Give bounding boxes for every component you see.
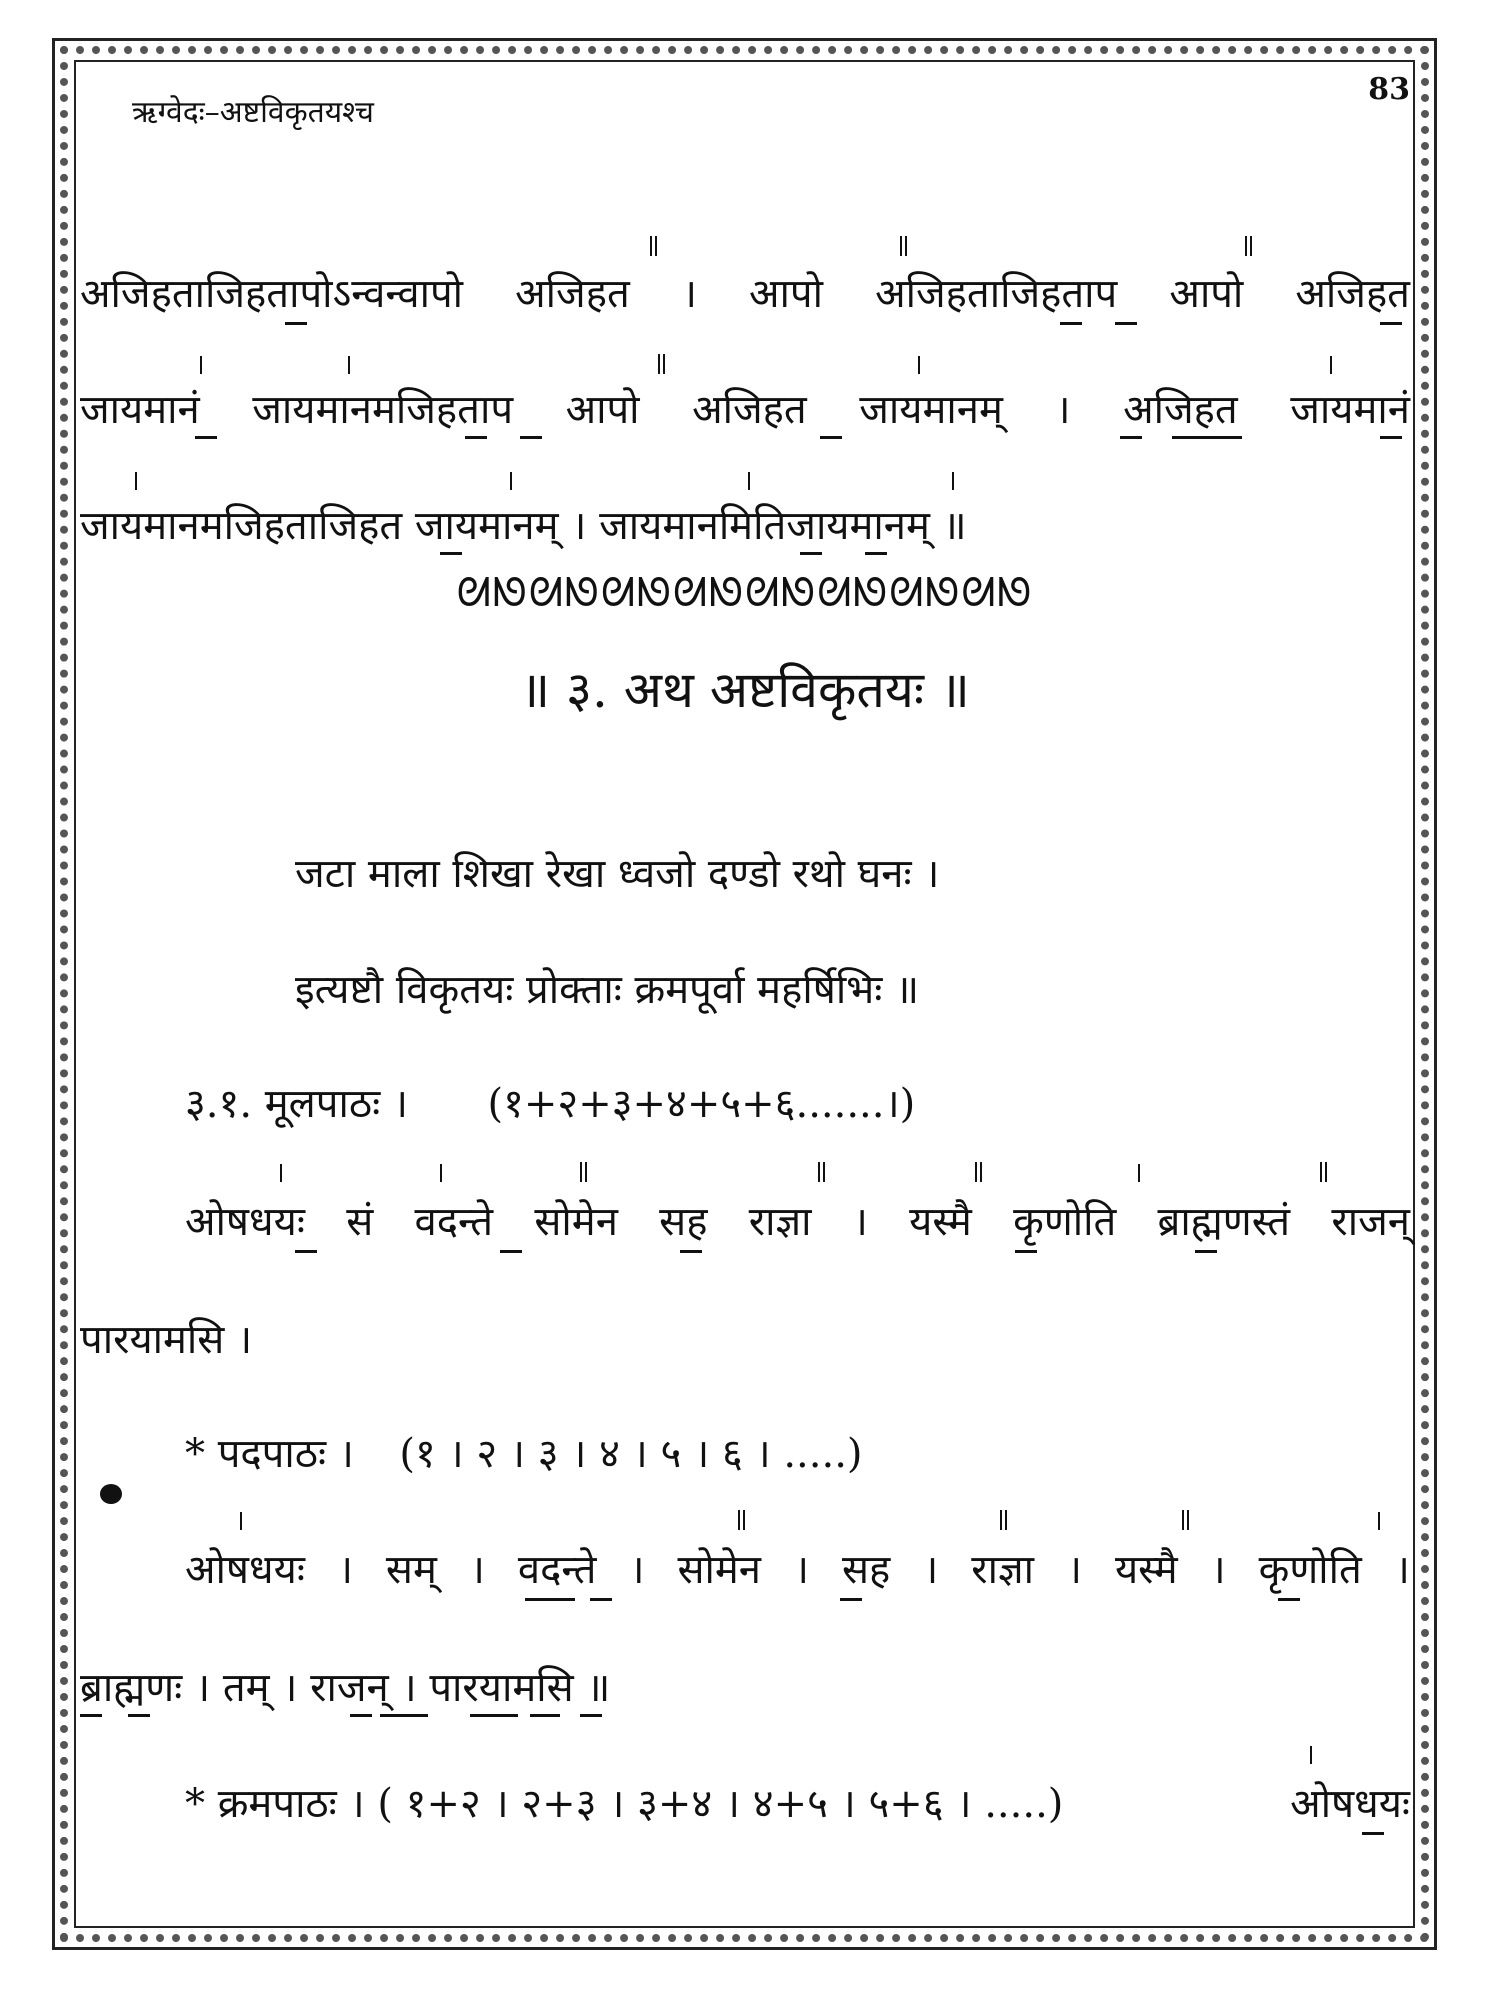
udatta-mark [440, 1164, 442, 1182]
anudatta-mark [1015, 1250, 1037, 1253]
anudatta-mark [1362, 1832, 1384, 1835]
svarita-mark [1320, 1162, 1327, 1182]
anudatta-mark [128, 1714, 150, 1717]
word: जायमानं [80, 387, 200, 433]
anudatta-mark [285, 322, 307, 325]
mulapatha-heading [185, 1081, 916, 1127]
verse-line-2: इत्यष्टौ विकृतयः प्रोक्ताः क्रमपूर्वा महर्षिभिः ॥ [295, 967, 920, 1013]
anudatta-mark [1195, 1250, 1217, 1253]
svarita-mark [1000, 1510, 1007, 1530]
kramapatha-pattern: ( १+२ । २+३ । ३+४ । ४+५ । ५+६ । .....) [377, 1781, 1064, 1827]
word: वदन्ते [414, 1199, 494, 1245]
word: आपो [1169, 271, 1244, 317]
anudatta-mark [520, 436, 542, 439]
mulapatha-pattern: (१+२+३+४+५+६.......।) [487, 1081, 916, 1127]
kramapatha-heading-group [185, 1781, 1064, 1827]
svarita-mark [900, 236, 907, 256]
anudatta-mark [500, 1250, 522, 1253]
padapatha-heading-text: * पदपाठः । [185, 1431, 354, 1477]
anudatta-mark [195, 436, 217, 439]
anudatta-mark [350, 1714, 372, 1717]
anudatta-mark [1278, 1598, 1300, 1601]
page-number: 83 [1368, 72, 1410, 107]
word: यस्मै [909, 1199, 972, 1245]
anudatta-mark [440, 552, 462, 555]
anudatta-mark [590, 1598, 612, 1601]
word: सह [659, 1199, 708, 1245]
danda: । [629, 1547, 645, 1593]
word: सम् [385, 1547, 437, 1593]
word: सह [841, 1547, 891, 1593]
word: कृणोति [1013, 1199, 1117, 1245]
svarita-mark [738, 1510, 745, 1530]
kramapatha-line [185, 1781, 1410, 1827]
word: आपो [565, 387, 640, 433]
anudatta-mark [295, 1250, 317, 1253]
word: राज्ञा [748, 1199, 812, 1245]
anudatta-mark [1060, 322, 1082, 325]
svarita-mark [818, 1162, 825, 1182]
anudatta-mark [820, 436, 842, 439]
anudatta-mark [1120, 436, 1142, 439]
anudatta-mark [380, 1714, 428, 1717]
anudatta-mark [80, 1714, 102, 1717]
anudatta-mark [1380, 436, 1402, 439]
anudatta-mark [1380, 322, 1402, 325]
word: आपो [749, 271, 824, 317]
anudatta-mark [465, 436, 487, 439]
danda: । [1066, 1547, 1083, 1593]
word: सोमेन [677, 1547, 761, 1593]
svarita-mark [1182, 1510, 1189, 1530]
danda: । [1210, 1547, 1226, 1593]
word: वदन्ते [517, 1547, 597, 1593]
running-title: ऋग्वेदः–अष्टविकृतयश्च [132, 95, 374, 130]
udatta-mark [200, 356, 202, 374]
padapatha-pattern: (१ । २ । ३ । ४ । ५ । ६ । .....) [399, 1431, 863, 1477]
anudatta-mark [530, 1714, 560, 1717]
word: राजन् [1331, 1199, 1410, 1245]
word: जायमानम् [859, 387, 1003, 433]
document-page [80, 64, 1410, 1924]
verse-line-1: जटा माला शिखा रेखा ध्वजो दण्डो रथो घनः । [295, 851, 940, 897]
anudatta-mark [865, 552, 887, 555]
danda: । [852, 1199, 868, 1245]
udatta-mark [135, 472, 137, 490]
word: अजिहताजिहताप [875, 271, 1118, 317]
udatta-mark [748, 472, 750, 490]
word: ओषधयः [185, 1199, 305, 1245]
paragraph-line-2 [80, 387, 1410, 433]
ink-dot [100, 1484, 122, 1504]
padapatha-line-1 [185, 1547, 1410, 1593]
svarita-mark [658, 354, 665, 374]
udatta-mark [240, 1512, 242, 1530]
word: अजिहत [515, 271, 630, 317]
svarita-mark [650, 236, 657, 256]
word: अजिहत [1123, 387, 1238, 433]
section-title: ॥ ३. अथ अष्टविकृतयः ॥ [520, 661, 970, 719]
mulapatha-heading-text: ३.१. मूलपाठः । [185, 1081, 409, 1127]
word: राज्ञा [971, 1547, 1034, 1593]
udatta-mark [1138, 1164, 1140, 1182]
word: ब्राह्मणस्तं [1157, 1199, 1291, 1245]
word: अजिहत [1295, 271, 1410, 317]
anudatta-mark [1115, 322, 1137, 325]
udatta-mark [1378, 1512, 1380, 1530]
danda: । [681, 271, 697, 317]
danda: । [793, 1547, 810, 1593]
word: यस्मै [1114, 1547, 1178, 1593]
paragraph-line-1 [80, 271, 1410, 317]
svarita-mark [580, 1162, 587, 1182]
anudatta-mark [800, 552, 822, 555]
udatta-mark [918, 356, 920, 374]
svarita-mark [975, 1162, 982, 1182]
padapatha-line-2: ब्राह्मणः । तम् । राजन् । पारयामसि ॥ [80, 1665, 611, 1711]
udatta-mark [348, 356, 350, 374]
danda: । [1055, 387, 1071, 433]
word: जायमानं [1290, 387, 1410, 433]
danda: । [337, 1547, 353, 1593]
anudatta-mark [470, 1714, 518, 1717]
anudatta-mark [680, 1250, 702, 1253]
danda: । [1394, 1547, 1410, 1593]
mulapatha-line-2: पारयामसि । [80, 1317, 253, 1363]
anudatta-mark [525, 1598, 575, 1601]
kramapatha-heading-text: * क्रमपाठः । [185, 1781, 365, 1827]
ornament-divider: ᘛᘚᘛᘚᘛᘚᘛᘚᘛᘚᘛᘚᘛᘚᘛᘚ [456, 570, 1034, 616]
svarita-mark [1245, 236, 1252, 256]
anudatta-mark [580, 1714, 602, 1717]
word: ओषधयः [185, 1547, 305, 1593]
udatta-mark [1310, 1746, 1312, 1764]
anudatta-mark [1172, 436, 1242, 439]
word: सं [346, 1199, 374, 1245]
udatta-mark [280, 1164, 282, 1182]
word: जायमानमजिहताप [252, 387, 514, 433]
udatta-mark [1330, 356, 1332, 374]
padapatha-heading [185, 1431, 863, 1477]
danda: । [923, 1547, 939, 1593]
danda: । [469, 1547, 485, 1593]
word: कृणोति [1258, 1547, 1362, 1593]
word: ओषधयः [1290, 1781, 1410, 1827]
paragraph-line-3: जायमानमजिहताजिहत जायमानम् । जायमानमितिजायमानम् ॥ [80, 503, 967, 549]
anudatta-mark [840, 1598, 862, 1601]
udatta-mark [952, 472, 954, 490]
word: अजिहताजिहतापोऽन्वन्वापो [80, 271, 464, 317]
word: अजिहत [692, 387, 807, 433]
udatta-mark [510, 472, 512, 490]
mulapatha-line-1 [185, 1199, 1410, 1245]
word: सोमेन [534, 1199, 618, 1245]
